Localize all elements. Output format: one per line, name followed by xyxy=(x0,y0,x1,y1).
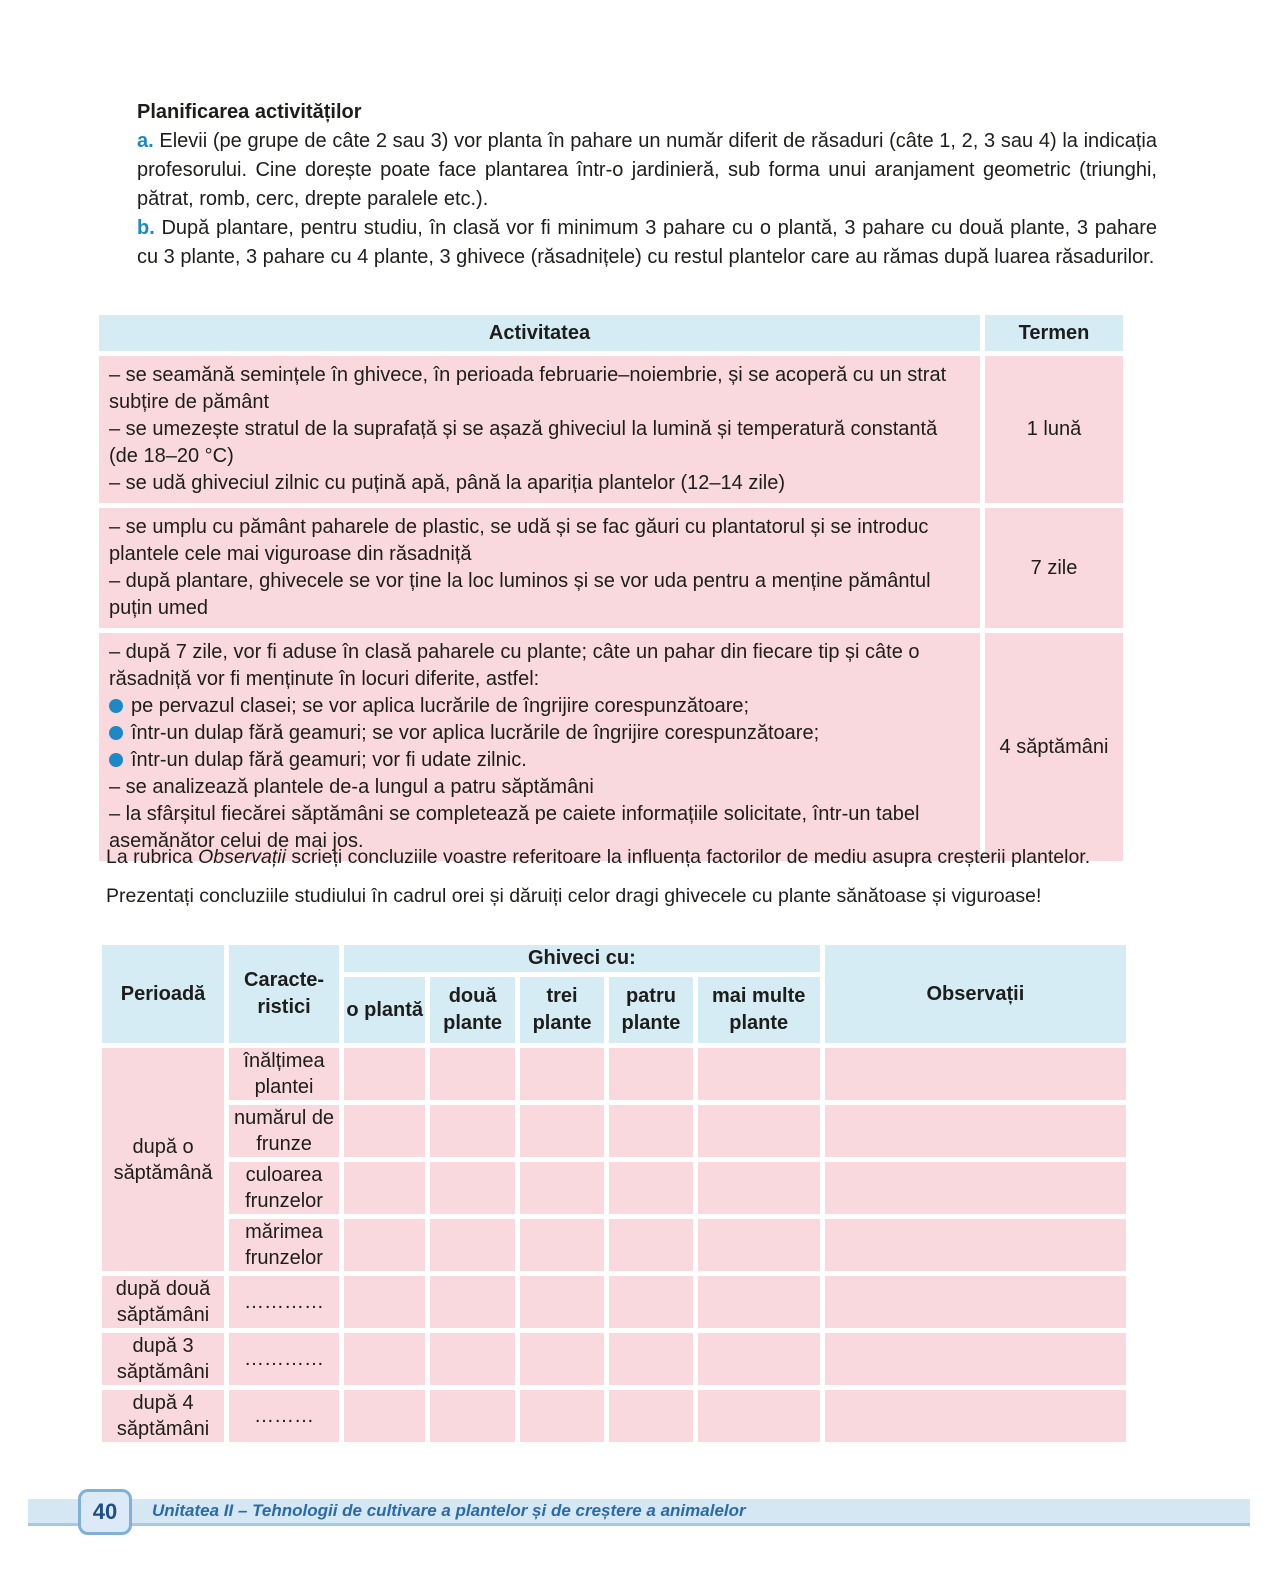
activity-line: – se analizează plantele de-a lungul a patru săptămâni xyxy=(109,776,594,798)
empty-cell[interactable] xyxy=(520,1333,604,1385)
note-observations xyxy=(106,846,1166,869)
table-row xyxy=(102,1276,1126,1328)
empty-cell[interactable] xyxy=(430,1048,514,1100)
characteristic-placeholder: ………… xyxy=(229,1276,339,1328)
activity-line: – la sfârșitul fiecărei săptămâni se completează pe caiete informațiile solicitate, într-un tabel asemănător celui de mai jos. xyxy=(109,803,920,852)
bullet-text: pe pervazul clasei; se vor aplica lucrările de îngrijire corespunzătoare; xyxy=(131,695,750,717)
empty-cell[interactable] xyxy=(520,1048,604,1100)
table-row xyxy=(102,1048,1126,1100)
observation-table xyxy=(97,940,1131,1447)
empty-cell[interactable] xyxy=(698,1105,820,1157)
activity-line: – se seamănă semințele în ghivece, în perioada februarie–noiembrie, și se acoperă cu un strat subțire de pământ xyxy=(109,364,947,413)
empty-cell[interactable] xyxy=(698,1219,820,1271)
characteristic-height: înălțimea plantei xyxy=(229,1048,339,1100)
table-row xyxy=(99,508,1123,628)
paragraph-a xyxy=(137,127,1157,214)
col-more-plants: mai multe plante xyxy=(698,977,820,1043)
empty-cell[interactable] xyxy=(698,1276,820,1328)
text-a: Elevii (pe grupe de câte 2 sau 3) vor planta în pahare un număr diferit de răsaduri (câte 1, 2, 3 sau 4) la indicația profesorului. Cine dorește poate face plantarea într-o jardinieră, sub forma unui aranjament geometric (triunghi, pătrat, romb, cerc, drepte paralele etc.). xyxy=(137,130,1157,210)
note-text: scrieți concluziile voastre referitoare la influența factorilor de mediu asupra creșterii plantelor. xyxy=(285,846,1091,868)
term-cell: 1 lună xyxy=(985,356,1123,503)
empty-cell[interactable] xyxy=(344,1390,425,1442)
empty-cell[interactable] xyxy=(430,1390,514,1442)
empty-cell[interactable] xyxy=(698,1162,820,1214)
activity-line: – se umezește stratul de la suprafață și se așază ghiveciul la lumină și temperatură constantă (de 18–20 °C) xyxy=(109,418,938,467)
empty-cell[interactable] xyxy=(430,1219,514,1271)
empty-cell[interactable] xyxy=(520,1105,604,1157)
header-period: Perioadă xyxy=(102,945,224,1043)
empty-cell[interactable] xyxy=(344,1219,425,1271)
empty-cell[interactable] xyxy=(520,1390,604,1442)
observation-cell[interactable] xyxy=(825,1105,1126,1157)
table-row xyxy=(102,1162,1126,1214)
empty-cell[interactable] xyxy=(698,1333,820,1385)
term-header: Termen xyxy=(985,315,1123,351)
observation-cell[interactable] xyxy=(825,1162,1126,1214)
col-one-plant: o plantă xyxy=(344,977,425,1043)
empty-cell[interactable] xyxy=(520,1162,604,1214)
empty-cell[interactable] xyxy=(430,1333,514,1385)
empty-cell[interactable] xyxy=(520,1276,604,1328)
empty-cell[interactable] xyxy=(344,1048,425,1100)
empty-cell[interactable] xyxy=(609,1333,692,1385)
empty-cell[interactable] xyxy=(609,1276,692,1328)
section-heading: Planificarea activităților xyxy=(137,101,362,123)
term-cell: 4 săptămâni xyxy=(985,633,1123,861)
table-row xyxy=(102,1333,1126,1385)
observation-cell[interactable] xyxy=(825,1048,1126,1100)
empty-cell[interactable] xyxy=(430,1105,514,1157)
observation-cell[interactable] xyxy=(825,1390,1126,1442)
period-week2: după două săptămâni xyxy=(102,1276,224,1328)
characteristic-leaf-color: culoarea frunzelor xyxy=(229,1162,339,1214)
empty-cell[interactable] xyxy=(520,1219,604,1271)
empty-cell[interactable] xyxy=(344,1105,425,1157)
activity-line: – după plantare, ghivecele se vor ține la loc luminos și se vor uda pentru a menține pământul puțin umed xyxy=(109,570,931,619)
empty-cell[interactable] xyxy=(609,1048,692,1100)
bullet-item xyxy=(109,693,970,720)
note-emphasis: Observații xyxy=(198,846,286,868)
bullet-item xyxy=(109,720,970,747)
header-observations: Observații xyxy=(825,945,1126,1043)
page-number: 40 xyxy=(78,1489,132,1535)
table-row xyxy=(99,356,1123,503)
period-week3: după 3 săptămâni xyxy=(102,1333,224,1385)
activity-header: Activitatea xyxy=(99,315,980,351)
empty-cell[interactable] xyxy=(609,1105,692,1157)
empty-cell[interactable] xyxy=(609,1162,692,1214)
col-three-plants: trei plante xyxy=(520,977,604,1043)
activity-line: – după 7 zile, vor fi aduse în clasă paharele cu plante; câte un pahar din fiecare tip și câte o răsadniță vor fi menținute în locuri diferite, astfel: xyxy=(109,641,920,690)
bullet-icon xyxy=(109,699,123,713)
bullet-icon xyxy=(109,753,123,767)
activity-cell xyxy=(99,508,980,628)
table-row xyxy=(102,1105,1126,1157)
bullet-text: într-un dulap fără geamuri; se vor aplica lucrările de îngrijire corespunzătoare; xyxy=(131,722,820,744)
empty-cell[interactable] xyxy=(344,1276,425,1328)
table-row xyxy=(102,1219,1126,1271)
empty-cell[interactable] xyxy=(430,1276,514,1328)
empty-cell[interactable] xyxy=(344,1333,425,1385)
col-four-plants: patru plante xyxy=(609,977,692,1043)
label-b: b. xyxy=(137,217,155,239)
empty-cell[interactable] xyxy=(698,1390,820,1442)
footer-unit-title: Unitatea II – Tehnologii de cultivare a plantelor și de creștere a animalelor xyxy=(152,1501,746,1520)
bullet-text: într-un dulap fără geamuri; vor fi udate zilnic. xyxy=(131,749,527,771)
observation-cell[interactable] xyxy=(825,1276,1126,1328)
header-characteristics: Caracte-ristici xyxy=(229,945,339,1043)
label-a: a. xyxy=(137,130,154,152)
header-pots: Ghiveci cu: xyxy=(344,945,820,972)
characteristic-placeholder: ……… xyxy=(229,1390,339,1442)
activity-table xyxy=(94,310,1128,866)
activity-line: – se umplu cu pământ paharele de plastic, se udă și se fac găuri cu plantatorul și se introduc plantele cele mai viguroase din răsadniță xyxy=(109,516,929,565)
bullet-item xyxy=(109,747,970,774)
col-two-plants: două plante xyxy=(430,977,514,1043)
empty-cell[interactable] xyxy=(430,1162,514,1214)
characteristic-leaf-count: numărul de frunze xyxy=(229,1105,339,1157)
characteristic-placeholder: ………… xyxy=(229,1333,339,1385)
table-row xyxy=(102,1390,1126,1442)
observation-cell[interactable] xyxy=(825,1219,1126,1271)
empty-cell[interactable] xyxy=(609,1390,692,1442)
note-conclusions: Prezentați concluziile studiului în cadrul orei și dăruiți celor dragi ghivecele cu plante sănătoase și viguroase! xyxy=(106,885,1042,907)
paragraph-b xyxy=(137,214,1157,272)
bullet-icon xyxy=(109,726,123,740)
observation-cell[interactable] xyxy=(825,1333,1126,1385)
empty-cell[interactable] xyxy=(698,1048,820,1100)
note-text: La rubrica xyxy=(106,846,199,868)
intro-section xyxy=(137,98,1157,272)
text-b: După plantare, pentru studiu, în clasă vor fi minimum 3 pahare cu o plantă, 3 pahare cu două plante, 3 pahare cu 3 plante, 3 pahare cu 4 plante, 3 ghivece (răsadnițele) cu restul plantelor care au rămas după luarea răsadurilor. xyxy=(137,217,1157,268)
activity-cell xyxy=(99,356,980,503)
term-cell: 7 zile xyxy=(985,508,1123,628)
activity-line: – se udă ghiveciul zilnic cu puțină apă, până la apariția plantelor (12–14 zile) xyxy=(109,472,785,494)
activity-cell xyxy=(99,633,980,861)
empty-cell[interactable] xyxy=(609,1219,692,1271)
period-week1: după o săptămână xyxy=(102,1048,224,1271)
table-row xyxy=(99,633,1123,861)
characteristic-leaf-size: mărimea frunzelor xyxy=(229,1219,339,1271)
empty-cell[interactable] xyxy=(344,1162,425,1214)
period-week4: după 4 săptămâni xyxy=(102,1390,224,1442)
